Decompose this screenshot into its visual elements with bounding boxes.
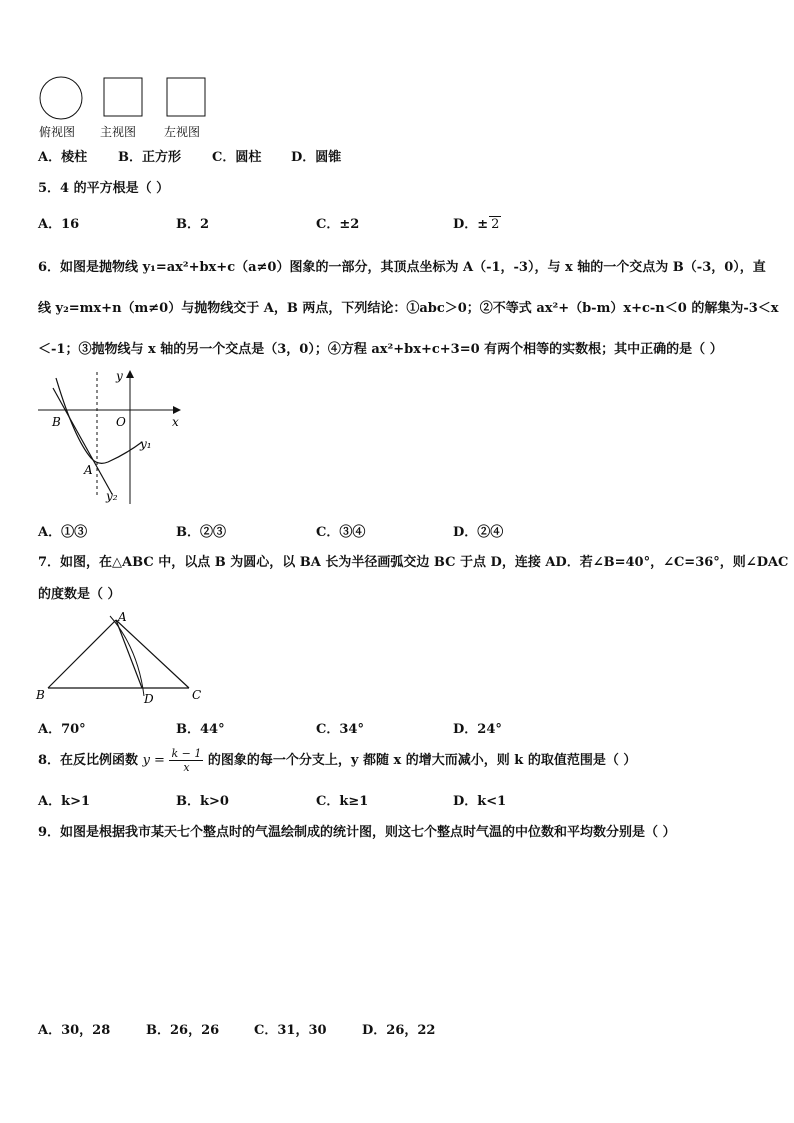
q7-option-a: A．70°	[38, 722, 86, 737]
fig6-y1-label: y₁	[140, 437, 152, 451]
q7-question-line-1: 7．如图，在△ABC 中，以点 B 为圆心，以 BA 长为半径画弧交边 BC 于点 D，连接 AD．若∠B=40°，∠C=36°，则∠DAC	[38, 555, 789, 570]
fig6-y2-label: y₂	[106, 489, 118, 503]
q5-option-c: C．±2	[316, 217, 360, 232]
q8-y-equals: y =	[142, 753, 165, 768]
three-view-figure	[36, 74, 216, 122]
q8-fraction-numerator: k − 1	[171, 747, 202, 760]
q5-option-d-label: D．±	[453, 217, 489, 232]
fig6-x-label: x	[172, 415, 179, 429]
q8-option-b: B．k>0	[176, 794, 229, 809]
q8-post-text: 的图象的每一个分支上，y 都随 x 的增大而减小，则 k 的取值范围是（ ）	[207, 753, 637, 768]
q7-option-c: C．34°	[316, 722, 364, 737]
q8-option-d: D．k<1	[453, 794, 507, 809]
q6-option-c: C．③④	[316, 525, 366, 540]
q4-option-c: C．圆柱	[212, 150, 262, 165]
q7-option-d: D．24°	[453, 722, 502, 737]
fig7-point-b-label: B	[36, 688, 45, 702]
q4-option-d: D．圆锥	[291, 150, 342, 165]
q7-option-b: B．44°	[176, 722, 225, 737]
parabola-figure	[36, 366, 186, 508]
q8-pre-text: 8．在反比例函数	[38, 753, 139, 768]
top-view-circle	[40, 77, 82, 119]
q6-option-d: D．②④	[453, 525, 504, 540]
q5-question: 5．4 的平方根是（ ）	[38, 181, 170, 196]
front-view-label: 主视图	[100, 125, 137, 139]
q6-option-b: B．②③	[176, 525, 226, 540]
fig6-y-label: y	[116, 369, 123, 383]
sqrt-expression: 2	[491, 217, 500, 232]
fig7-point-d-label: D	[144, 692, 154, 706]
q6-question-line-1: 6．如图是抛物线 y₁=ax²+bx+c（a≠0）图象的一部分，其顶点坐标为 A（-1，-3），与 x 轴的一个交点为 B（-3，0），直	[38, 260, 766, 275]
side-view-label: 左视图	[164, 125, 201, 139]
q8-fraction-denominator: x	[183, 761, 190, 774]
q6-question-line-2: 线 y₂=mx+n（m≠0）与抛物线交于 A，B 两点，下列结论：①abc＞0；②不等式 ax²+（b-m）x+c-n＜0 的解集为-3＜x	[38, 301, 779, 316]
q8-fraction	[169, 747, 203, 774]
q5-option-b: B．2	[176, 217, 210, 232]
fig6-origin-label: O	[116, 415, 126, 429]
q9-option-b: B．26，26	[146, 1023, 220, 1038]
q5-option-a: A．16	[38, 217, 80, 232]
q4-option-a: A．棱柱	[38, 150, 88, 165]
q9-option-d: D．26，22	[362, 1023, 436, 1038]
q7-question-line-2: 的度数是（ ）	[38, 587, 121, 602]
q5-option-d	[453, 213, 501, 232]
q9-option-c: C．31，30	[254, 1023, 327, 1038]
q9-question: 9．如图是根据我市某天七个整点时的气温绘制成的统计图，则这七个整点时气温的中位数和平均数分别是（ ）	[38, 825, 676, 840]
q4-option-b: B．正方形	[118, 150, 181, 165]
q8-option-a: A．k>1	[38, 794, 91, 809]
top-view-label: 俯视图	[39, 125, 76, 139]
q6-option-a: A．①③	[38, 525, 88, 540]
q9-option-a: A．30，28	[38, 1023, 111, 1038]
fig6-point-b-label: B	[52, 415, 61, 429]
q8-option-c: C．k≥1	[316, 794, 369, 809]
fig7-point-a-label: A	[118, 610, 127, 624]
fig7-point-c-label: C	[192, 688, 202, 702]
q8-question	[38, 746, 636, 776]
q6-question-line-3: ＜-1；③抛物线与 x 轴的另一个交点是（3，0）；④方程 ax²+bx+c+3=0 有两个相等的实数根；其中正确的是（ ）	[38, 342, 723, 357]
front-view-square	[104, 78, 142, 116]
side-view-square	[167, 78, 205, 116]
fig6-point-a-label: A	[84, 463, 93, 477]
triangle-figure	[34, 608, 209, 706]
